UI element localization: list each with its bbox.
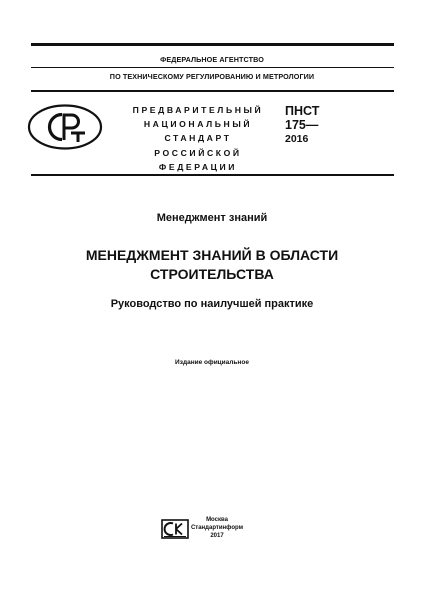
publisher-city: Москва (206, 517, 228, 523)
publisher-name: Стандартинформ (190, 525, 244, 531)
agency-line-2: ПО ТЕХНИЧЕСКОМУ РЕГУЛИРОВАНИЮ И МЕТРОЛОГИИ (109, 72, 315, 81)
standard-code-year: 2016 (285, 133, 309, 145)
edition-label: Издание официальное (175, 359, 249, 366)
sub-title: Руководство по наилучшей практике (110, 298, 314, 310)
agency-line-1: ФЕДЕРАЛЬНОЕ АГЕНТСТВО (160, 55, 264, 64)
standard-code (285, 104, 319, 146)
standard-type-line: ПРЕДВАРИТЕЛЬНЫЙ (132, 105, 264, 115)
standartinform-logo-icon (161, 519, 189, 539)
publisher-year: 2017 (210, 533, 224, 539)
header-bottom-rule (31, 90, 394, 92)
main-title (0, 246, 424, 284)
standard-type-line: НАЦИОНАЛЬНЫЙ (143, 119, 253, 130)
standard-bottom-rule (31, 174, 394, 176)
agency-divider (31, 67, 394, 68)
top-rule (31, 43, 394, 46)
standard-code-number: 175— (285, 118, 319, 132)
standard-type (128, 103, 268, 174)
standard-type-line: ФЕДЕРАЦИИ (158, 161, 238, 172)
standard-type-line: СТАНДАРТ (164, 133, 232, 144)
gost-r-emblem-icon (27, 104, 103, 150)
publisher-block (190, 516, 244, 540)
standard-type-line: РОССИЙСКОЙ (154, 147, 242, 158)
standard-code-prefix: ПНСТ (285, 104, 320, 118)
general-title: Менеджмент знаний (156, 212, 268, 224)
main-title-text: МЕНЕДЖМЕНТ ЗНАНИЙ В ОБЛАСТИ СТРОИТЕЛЬСТВА (85, 247, 339, 282)
